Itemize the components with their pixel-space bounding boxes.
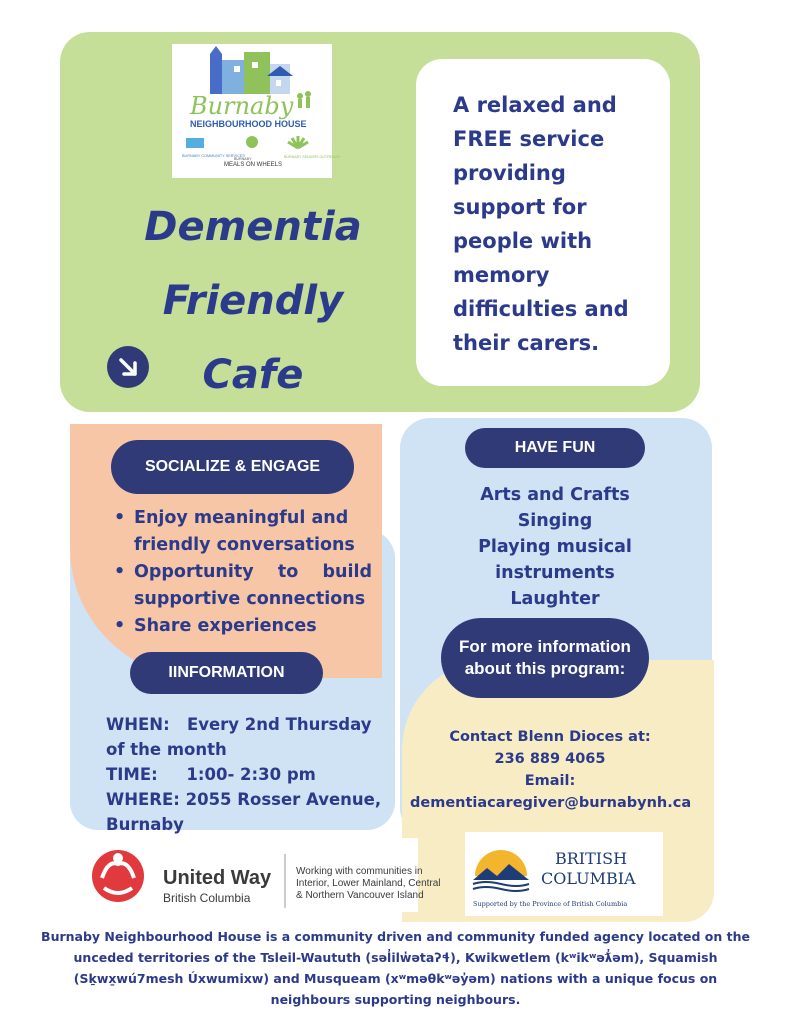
list-item: Playing musical instruments bbox=[478, 537, 632, 583]
people-icon bbox=[297, 91, 311, 108]
when-value: Every 2nd Thursday of the month bbox=[106, 715, 372, 759]
burnaby-neighbourhood-house-logo bbox=[172, 44, 340, 178]
logo-graphic bbox=[172, 44, 340, 178]
contact-details bbox=[410, 726, 690, 814]
list-item: • Share experiences bbox=[112, 613, 372, 640]
socialize-list bbox=[112, 505, 372, 640]
information-details bbox=[106, 712, 386, 837]
more-info-heading-line-1: For more information bbox=[459, 637, 631, 656]
sun-mountain-icon bbox=[473, 850, 529, 891]
united-way-graphic bbox=[88, 838, 441, 912]
bc-supported-text: Supported by the Province of British Columbia bbox=[473, 900, 628, 908]
socialize-heading: SOCIALIZE & ENGAGE bbox=[111, 440, 354, 494]
where-label: WHERE: bbox=[106, 790, 180, 809]
bc-graphic bbox=[465, 832, 663, 916]
partner-1-text: BURNABY COMMUNITY SERVICES bbox=[182, 154, 245, 158]
list-item: Singing bbox=[517, 511, 593, 531]
title-line-2: Friendly bbox=[162, 278, 344, 324]
page-title bbox=[118, 190, 388, 412]
list-item: • Opportunity to build supportive connections bbox=[112, 559, 372, 613]
bc-line-2: COLUMBIA bbox=[541, 869, 636, 888]
list-item: • Enjoy meaningful and friendly conversations bbox=[112, 505, 372, 559]
when-row bbox=[106, 712, 386, 762]
more-info-heading-line-2: about this program: bbox=[464, 659, 626, 678]
footer-acknowledgement: Burnaby Neighbourhood House is a community driven and community funded agency located on the unceded territories of the Tsleil-Waututh (səl̓ilw̓ətaʔɬ), Kwikwetlem (kʷikʷəƛ̓əm), Squamish (Sḵwx̱wú7mesh Úxwumixw) and Musqueam (xʷməθkʷəy̓əm) nations with a unique focus on neighbours supporting neighbours. bbox=[41, 929, 750, 1007]
more-info-heading bbox=[441, 618, 649, 698]
when-label: WHEN: bbox=[106, 715, 170, 734]
leaf-icon bbox=[288, 136, 308, 148]
title-line-1: Dementia bbox=[144, 204, 362, 250]
email-link[interactable]: dementiacaregiver@burnabynh.ca bbox=[410, 795, 692, 811]
logo-script-text: Burnaby bbox=[190, 92, 294, 120]
list-item: Arts and Crafts bbox=[480, 485, 630, 505]
fun-list bbox=[420, 482, 690, 612]
bc-line-1: BRITISH bbox=[555, 849, 628, 868]
british-columbia-logo bbox=[465, 832, 663, 916]
where-row bbox=[106, 787, 386, 837]
logo-sub-text: NEIGHBOURHOOD HOUSE bbox=[190, 119, 307, 129]
arrow-down-right-icon bbox=[107, 346, 149, 388]
time-value: 1:00- 2:30 pm bbox=[186, 765, 316, 784]
united-way-hand-icon bbox=[92, 850, 144, 902]
time-row bbox=[106, 762, 386, 787]
list-item: Laughter bbox=[510, 589, 600, 609]
united-way-region: British Columbia bbox=[163, 891, 251, 905]
phone-number: 236 889 4065 bbox=[494, 751, 606, 767]
have-fun-heading: HAVE FUN bbox=[465, 428, 645, 468]
partner-2-text: MEALS ON WHEELS bbox=[224, 162, 283, 168]
title-line-3: Cafe bbox=[202, 352, 304, 398]
united-way-tagline-3: & Northern Vancouver Island bbox=[296, 890, 424, 901]
time-label: TIME: bbox=[106, 765, 158, 784]
email-label: Email: bbox=[524, 773, 576, 789]
united-way-tagline-2: Interior, Lower Mainland, Central bbox=[296, 878, 441, 889]
intro-text: A relaxed and FREE service providing support for people with memory difficulties and their carers. bbox=[453, 93, 629, 355]
partner-2-small-text: BURNABY bbox=[234, 157, 252, 161]
where-value: 2055 Rosser Avenue, Burnaby bbox=[106, 790, 382, 834]
united-way-name: United Way bbox=[163, 867, 272, 889]
united-way-logo bbox=[88, 838, 441, 912]
partner-3-text: BURNABY SENIORS OUTREACH bbox=[284, 155, 340, 159]
contact-line: Contact Blenn Dioces at: bbox=[449, 729, 651, 745]
united-way-tagline-1: Working with communities in bbox=[296, 866, 423, 877]
information-heading: IINFORMATION bbox=[130, 652, 323, 694]
